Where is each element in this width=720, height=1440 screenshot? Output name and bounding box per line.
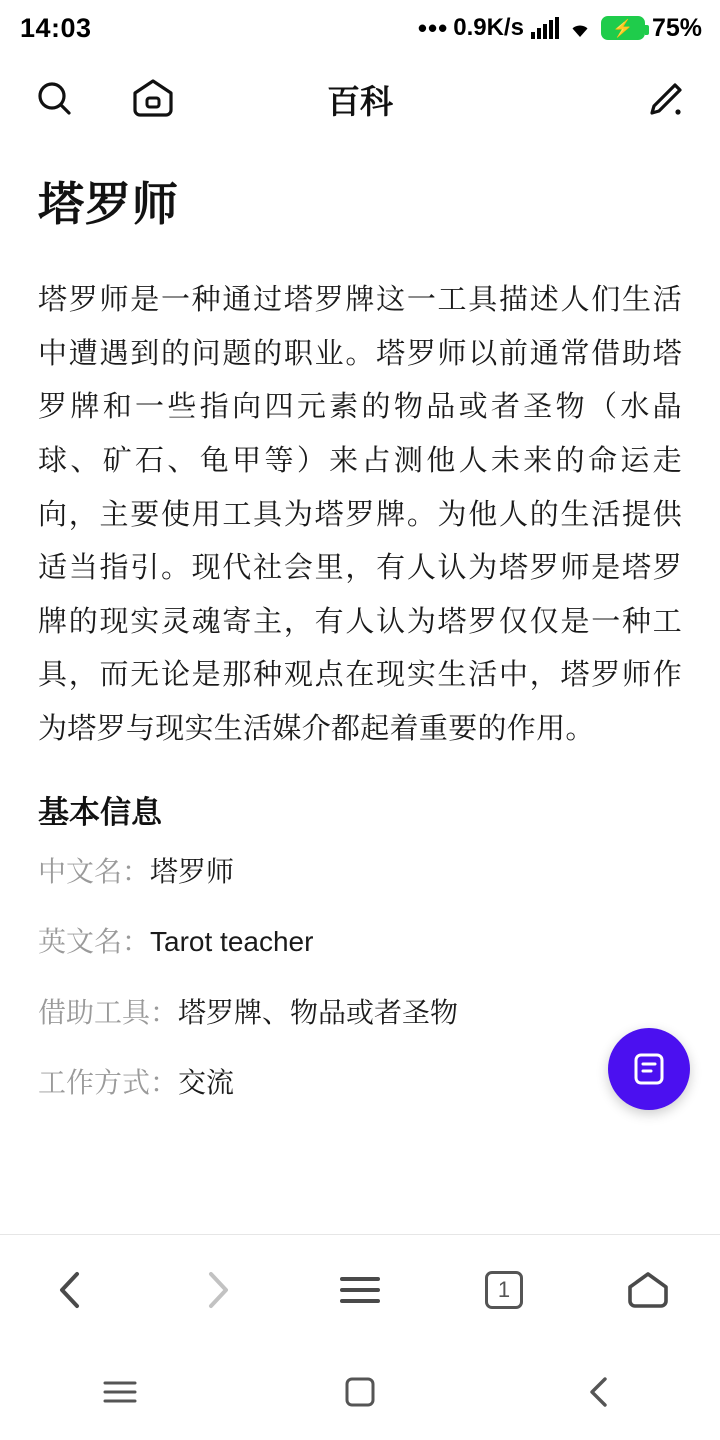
info-key: 借助工具： — [38, 996, 179, 1028]
status-bar — [0, 0, 720, 56]
floating-note-button[interactable] — [608, 1028, 690, 1110]
battery-percent-label: 75% — [651, 13, 702, 42]
hamburger-menu-icon — [336, 1272, 384, 1308]
info-row — [38, 995, 682, 1031]
signal-bars-icon — [531, 17, 559, 39]
document-note-icon — [629, 1049, 669, 1089]
edit-pen-icon[interactable] — [636, 70, 694, 128]
back-chevron-icon[interactable] — [555, 1356, 645, 1428]
article-content — [0, 142, 720, 1101]
browser-forward-button[interactable] — [168, 1242, 264, 1338]
android-nav-bar — [0, 1344, 720, 1440]
info-value: 交流 — [178, 1066, 235, 1098]
status-time: 14:03 — [20, 12, 92, 43]
info-row — [38, 1065, 682, 1101]
article-body: 塔罗师是一种通过塔罗牌这一工具描述人们生活中遭遇到的问题的职业。塔罗师以前通常借助塔罗牌和一些指向四元素的物品或者圣物（水晶球、矿石、龟甲等）来占测他人未来的命运走向，主要使用工具为塔罗牌。为他人的生活提供适当指引。现代社会里，有人认为塔罗师是塔罗牌的现实灵魂寄主，有人认为塔罗仅仅是一种工具，而无论是那种观点在现实生活中，塔罗师作为塔罗与现实生活媒介都起着重要的作用。 — [38, 284, 682, 746]
info-value: 塔罗师 — [150, 855, 235, 887]
browser-home-button[interactable] — [600, 1242, 696, 1338]
browser-back-button[interactable] — [24, 1242, 120, 1338]
more-indicators-icon: ••• — [417, 13, 449, 43]
info-key: 英文名： — [38, 926, 151, 958]
browser-tabs-button[interactable] — [456, 1242, 552, 1338]
recents-icon[interactable] — [75, 1356, 165, 1428]
section-title-basic-info: 基本信息 — [38, 794, 162, 830]
info-key: 中文名： — [38, 855, 151, 887]
info-row — [38, 854, 682, 890]
browser-toolbar — [0, 1234, 720, 1344]
info-key: 工作方式： — [38, 1066, 179, 1098]
info-value: 塔罗牌、物品或者圣物 — [178, 996, 459, 1028]
home-icon[interactable] — [124, 70, 182, 128]
status-indicators — [418, 14, 702, 43]
search-icon[interactable] — [26, 70, 84, 128]
home-square-icon[interactable] — [315, 1356, 405, 1428]
info-row — [38, 924, 682, 960]
home-icon — [624, 1268, 672, 1312]
browser-menu-button[interactable] — [312, 1242, 408, 1338]
battery-charging-icon: ⚡ — [601, 16, 645, 40]
article-title: 塔罗师 — [38, 178, 179, 230]
wifi-icon — [566, 17, 594, 39]
info-value: Tarot teacher — [150, 926, 314, 958]
app-bar — [0, 56, 720, 142]
page-title: 百科 — [327, 82, 393, 120]
tab-count-label: 1 — [485, 1271, 523, 1309]
network-speed-label: 0.9K/s — [453, 14, 524, 41]
